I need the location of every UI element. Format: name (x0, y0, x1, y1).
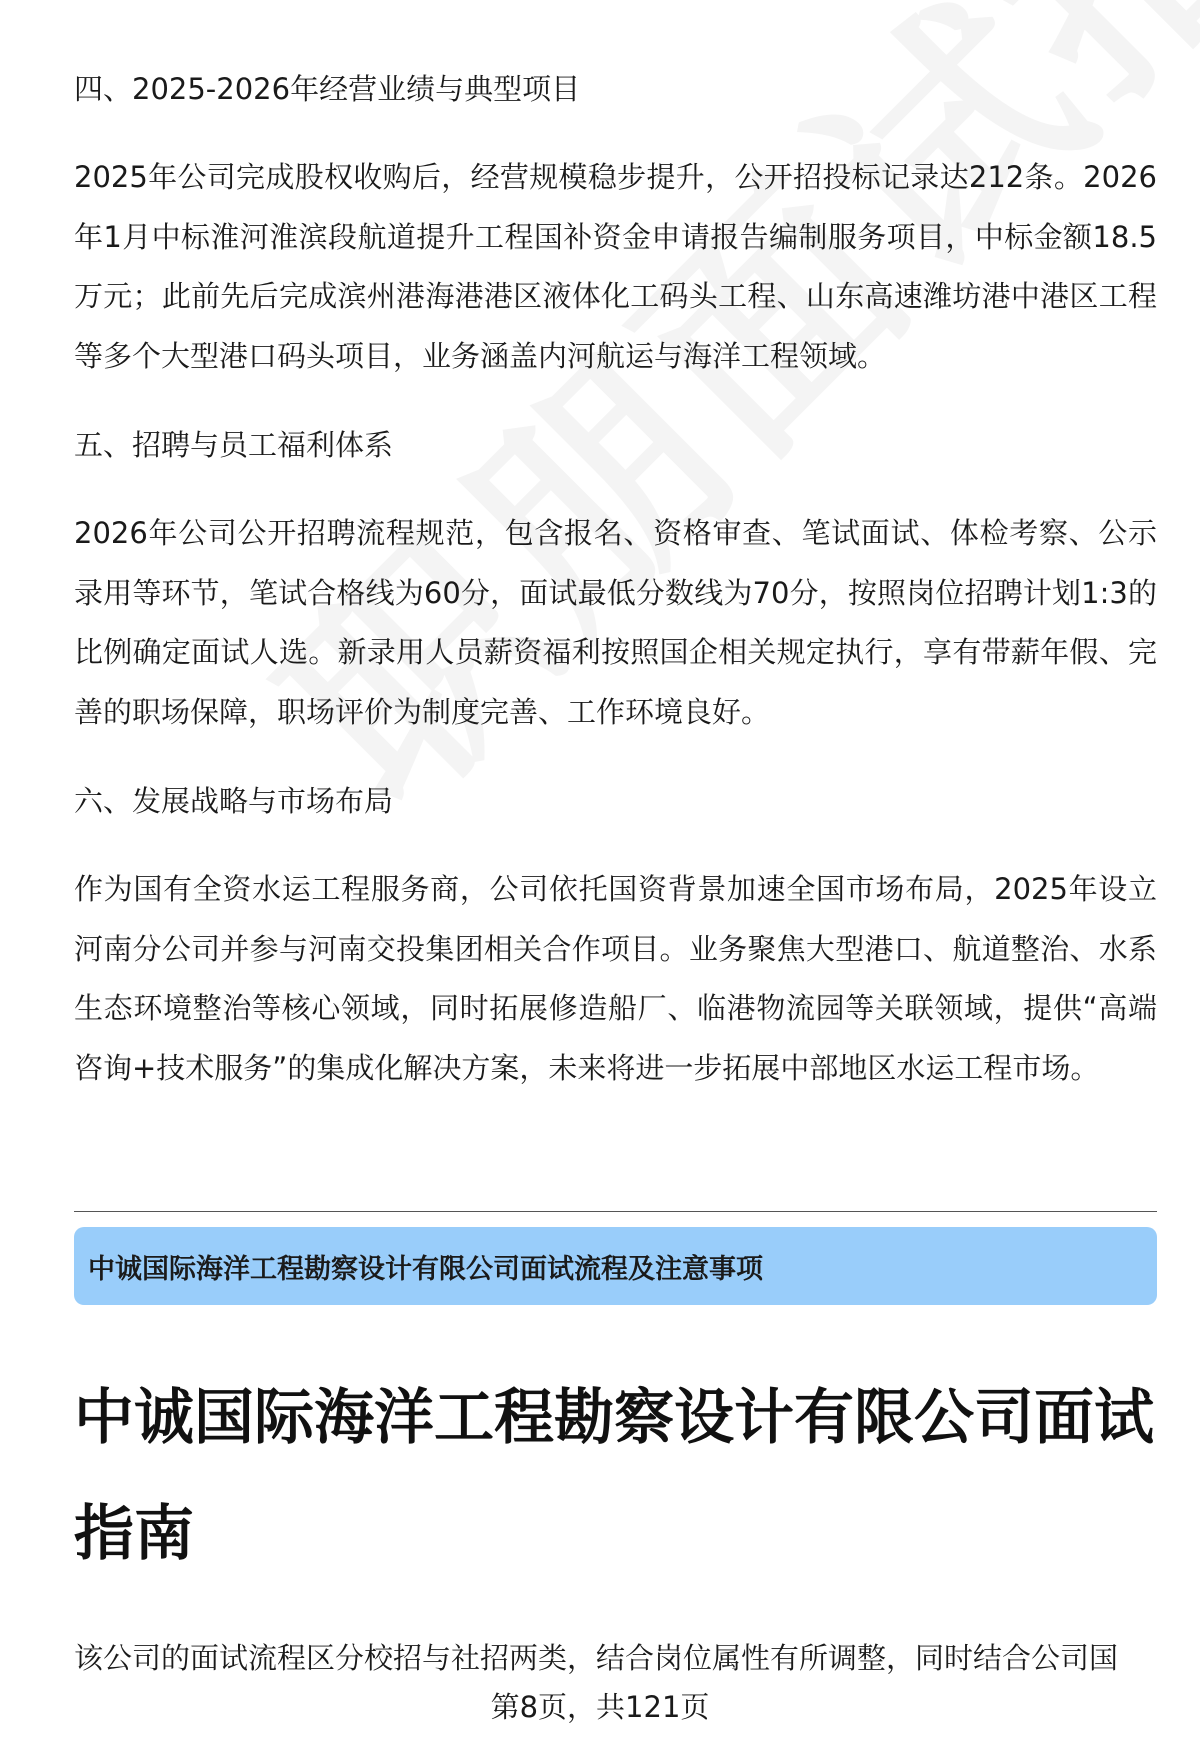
intro-paragraph: 该公司的面试流程区分校招与社招两类，结合岗位属性有所调整，同时结合公司国 (74, 1641, 1119, 1675)
document-body (74, 60, 1157, 1098)
section-heading-recruitment: 五、招聘与员工福利体系 (74, 428, 394, 462)
topic-banner (74, 1227, 1157, 1305)
section-paragraph-recruitment: 2026年公司公开招聘流程规范，包含报名、资格审查、笔试面试、体检考察、公示录用等环节，笔试合格线为60分，面试最低分数线为70分，按照岗位招聘计划1:3的比例确定面试人选。新录用人员薪资福利按照国企相关规定执行，享有带薪年假、完善的职场保障，职场评价为制度完善、工作环境良好。 (74, 516, 1157, 729)
page-number: 第8页，共121页 (490, 1690, 710, 1724)
section-paragraph-strategy: 作为国有全资水运工程服务商，公司依托国资背景加速全国市场布局，2025年设立河南分公司并参与河南交投集团相关合作项目。业务聚焦大型港口、航道整治、水系生态环境整治等核心领域，同时拓展修造船厂、临港物流园等关联领域，提供“高端咨询+技术服务”的集成化解决方案，未来将进一步拓展中部地区水运工程市场。 (74, 872, 1157, 1085)
main-title: 中诚国际海洋工程勘察设计有限公司面试指南 (74, 1383, 1154, 1569)
section-paragraph-performance: 2025年公司完成股权收购后，经营规模稳步提升，公开招投标记录达212条。2026年1月中标淮河淮滨段航道提升工程国补资金申请报告编制服务项目，中标金额18.5万元；此前先后完成滨州港海港港区液体化工码头工程、山东高速潍坊港中港区工程等多个大型港口码头项目，业务涵盖内河航运与海洋工程领域。 (74, 160, 1157, 373)
section-heading-strategy: 六、发展战略与市场布局 (74, 784, 394, 818)
horizontal-divider (74, 1211, 1157, 1212)
banner-title: 中诚国际海洋工程勘察设计有限公司面试流程及注意事项 (88, 1253, 763, 1285)
section-heading-performance: 四、2025-2026年经营业绩与典型项目 (74, 72, 581, 106)
